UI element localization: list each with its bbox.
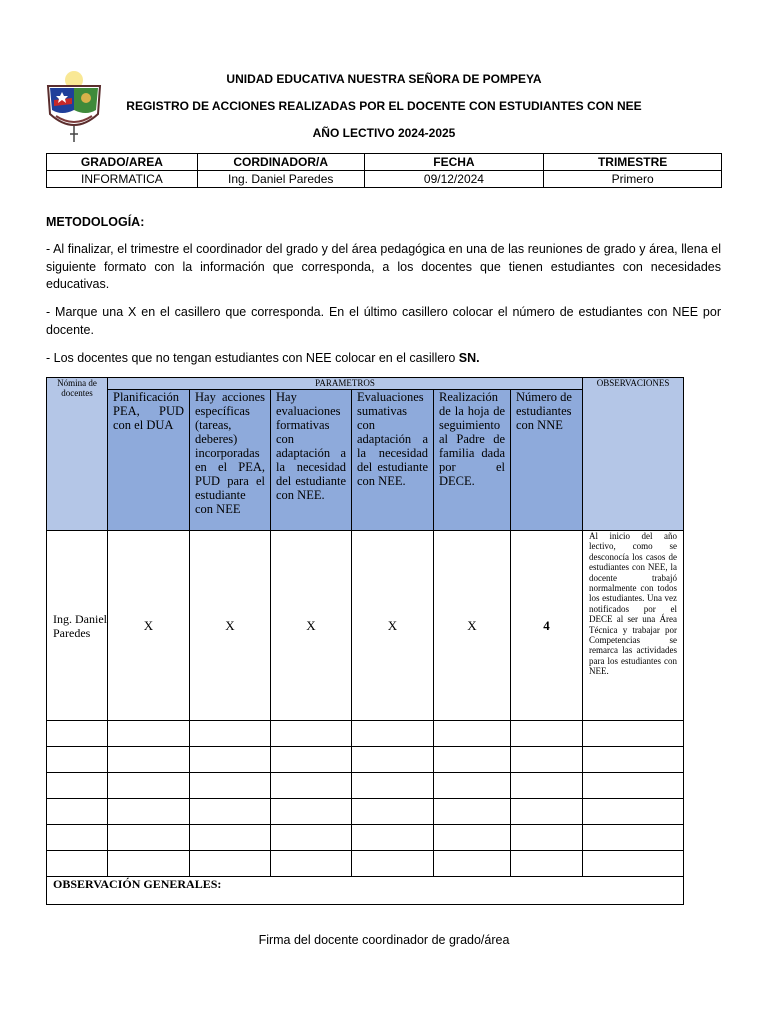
signature-line: Firma del docente coordinador de grado/área	[258, 933, 510, 947]
table-row	[47, 851, 684, 877]
table-header-row-1	[47, 378, 684, 390]
empty-cell	[190, 799, 271, 825]
param-header-4: Evaluaciones sumativas con adaptación a la necesidad del estudiante con NEE.	[352, 390, 434, 531]
institution-title: UNIDAD EDUCATIVA NUESTRA SEÑORA DE POMPEYA	[226, 72, 542, 86]
empty-cell	[190, 721, 271, 747]
empty-cell	[47, 721, 108, 747]
methodology-paragraph-1: - Al finalizar, el trimestre el coordinador del grado y del área pedagógica en una de las reuniones de grado y área, llena el siguiente formato con la información que corresponda, a los docentes que tienen estudiantes con necesidades educativas.	[46, 242, 721, 291]
info-header-grade: GRADO/AREA	[47, 154, 198, 171]
empty-cell	[434, 721, 511, 747]
empty-cell	[190, 747, 271, 773]
col-nomina-header: Nómina de docentes	[47, 378, 108, 531]
empty-cell	[583, 747, 684, 773]
empty-cell	[352, 825, 434, 851]
empty-cell	[583, 721, 684, 747]
info-term: Primero	[544, 171, 722, 188]
registry-title: REGISTRO DE ACCIONES REALIZADAS POR EL DOCENTE CON ESTUDIANTES CON NEE	[126, 99, 642, 113]
methodology-p3-bold: SN.	[458, 351, 480, 365]
empty-cell	[583, 773, 684, 799]
empty-cell	[583, 851, 684, 877]
empty-cell	[352, 799, 434, 825]
empty-cell	[47, 799, 108, 825]
empty-cell	[583, 799, 684, 825]
info-table	[46, 153, 722, 188]
info-date: 09/12/2024	[364, 171, 544, 188]
empty-cell	[511, 851, 583, 877]
empty-cell	[271, 721, 352, 747]
empty-cell	[511, 825, 583, 851]
empty-cell	[108, 799, 190, 825]
general-observation-row	[47, 877, 684, 905]
empty-cell	[108, 825, 190, 851]
table-row	[47, 799, 684, 825]
mark-param-3: X	[271, 531, 352, 721]
empty-cell	[271, 773, 352, 799]
empty-cell	[108, 773, 190, 799]
col-parametros-header: PARAMETROS	[108, 378, 583, 390]
table-row	[47, 773, 684, 799]
empty-cell	[434, 799, 511, 825]
empty-cell	[583, 825, 684, 851]
empty-cell	[47, 825, 108, 851]
empty-cell	[108, 747, 190, 773]
mark-param-4: X	[352, 531, 434, 721]
mark-param-5: X	[434, 531, 511, 721]
info-value-row	[47, 171, 722, 188]
methodology-paragraph-2: - Marque una X en el casillero que corresponda. En el último casillero colocar el número de estudiantes con NEE por docente.	[46, 305, 721, 337]
col-observaciones-header: OBSERVACIONES	[583, 378, 684, 531]
methodology-p3-text: - Los docentes que no tengan estudiantes con NEE colocar en el casillero	[46, 351, 459, 365]
teacher-observation: Al inicio del año lectivo, como se desconocía los casos de estudiantes con NEE, la docente trabajó normalmente con todos los estudiantes. Una vez notificados por el DECE al ser una Área Técnica y trabajar por Competencias se remarca las actividades para los estudiantes con NEE.	[583, 531, 684, 721]
empty-cell	[190, 825, 271, 851]
empty-cell	[511, 721, 583, 747]
param-header-6: Número de estudiantes con NNE	[511, 390, 583, 531]
info-header-term: TRIMESTRE	[544, 154, 722, 171]
empty-cell	[352, 773, 434, 799]
empty-cell	[108, 721, 190, 747]
empty-cell	[352, 851, 434, 877]
param-header-5: Realización de la hoja de seguimiento al Padre de familia dada por el DECE.	[434, 390, 511, 531]
empty-cell	[352, 747, 434, 773]
table-row	[47, 531, 684, 721]
empty-cell	[271, 799, 352, 825]
empty-cell	[47, 747, 108, 773]
methodology-title: METODOLOGÍA:	[46, 215, 145, 229]
teacher-name: Ing. Daniel Paredes	[47, 531, 108, 721]
info-header-date: FECHA	[364, 154, 544, 171]
empty-cell	[47, 851, 108, 877]
empty-cell	[434, 825, 511, 851]
general-observation: OBSERVACIÓN GENERALES:	[47, 877, 684, 905]
empty-cell	[511, 799, 583, 825]
school-year-title: AÑO LECTIVO 2024-2025	[312, 126, 456, 140]
table-row	[47, 721, 684, 747]
empty-cell	[511, 747, 583, 773]
empty-cell	[511, 773, 583, 799]
nee-actions-table	[46, 377, 684, 905]
empty-cell	[271, 747, 352, 773]
methodology-paragraph-3	[46, 350, 721, 368]
info-header-coordinator: CORDINADOR/A	[197, 154, 364, 171]
empty-cell	[271, 851, 352, 877]
param-header-3: Hay evaluaciones formativas con adaptación a la necesidad del estudiante con NEE.	[271, 390, 352, 531]
param-header-1: Planificación PEA, PUD con el DUA	[108, 390, 190, 531]
empty-cell	[190, 773, 271, 799]
mark-param-2: X	[190, 531, 271, 721]
info-coordinator: Ing. Daniel Paredes	[197, 171, 364, 188]
empty-cell	[271, 825, 352, 851]
table-row	[47, 747, 684, 773]
param-header-2: Hay acciones específicas (tareas, deberes) incorporadas en el PEA, PUD para el estudiante con NEE	[190, 390, 271, 531]
empty-cell	[434, 851, 511, 877]
empty-cell	[434, 747, 511, 773]
info-grade: INFORMATICA	[47, 171, 198, 188]
info-header-row	[47, 154, 722, 171]
empty-cell	[352, 721, 434, 747]
table-row	[47, 825, 684, 851]
empty-cell	[108, 851, 190, 877]
student-count: 4	[511, 531, 583, 721]
empty-cell	[47, 773, 108, 799]
empty-cell	[190, 851, 271, 877]
mark-param-1: X	[108, 531, 190, 721]
empty-cell	[434, 773, 511, 799]
